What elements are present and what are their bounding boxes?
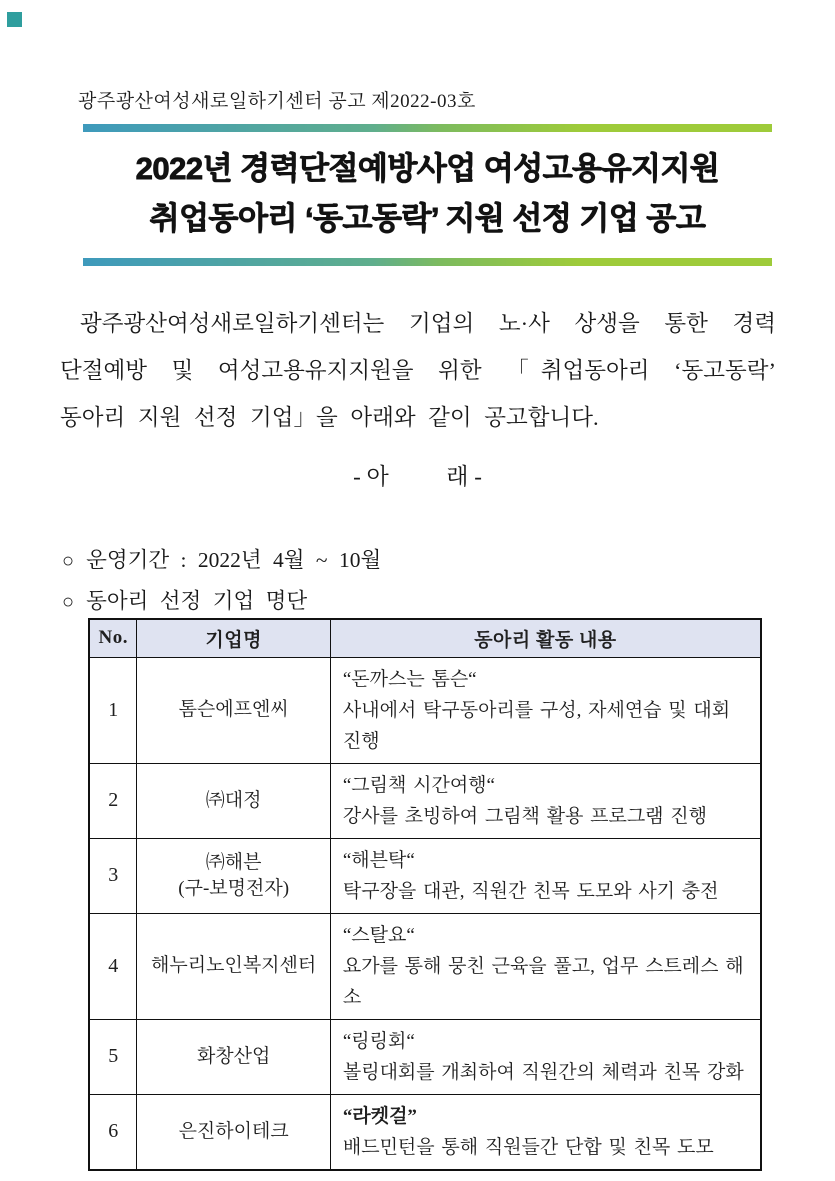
column-header-no: No. <box>89 619 137 657</box>
row-number: 5 <box>89 1019 137 1094</box>
company-name <box>137 913 330 1019</box>
doc-number: 광주광산여성새로일하기센터 공고 제2022-03호 <box>78 91 476 112</box>
company-name-text: 은진하이테크 <box>178 1120 289 1142</box>
company-name <box>137 838 330 913</box>
row-number: 3 <box>89 838 137 913</box>
corner-mark-icon <box>7 12 22 27</box>
company-name-text: 해누리노인복지센터 <box>151 955 317 976</box>
intro-line-1: 광주광산여성새로일하기센터는 기업의 노·사 상생을 통한 경력 <box>80 311 776 336</box>
activity-cell <box>330 838 761 913</box>
company-name-subtext: (구-보명전자) <box>178 877 290 899</box>
bullet-text-companies: 동아리 선정 기업 명단 <box>86 589 308 613</box>
table-row <box>89 1019 761 1094</box>
activity-description: 배드민턴을 통해 직원들간 단합 및 친목 도모 <box>342 1136 714 1158</box>
intro-line-2: 단절예방 및 여성고용유지지원을 위한 「취업동아리 ‘동고동락’ <box>60 358 776 383</box>
activity-cell <box>330 913 761 1019</box>
row-number: 4 <box>89 913 137 1019</box>
bullet-list <box>62 540 762 622</box>
list-item-companies <box>62 581 762 622</box>
row-number: 2 <box>89 763 137 838</box>
club-title: “라켓걸” <box>342 1105 417 1127</box>
company-name <box>137 657 330 763</box>
company-name-text: ㈜해븐 <box>205 851 262 873</box>
list-item-period <box>62 540 762 581</box>
arae-separator: - 아 래 - <box>353 464 482 489</box>
activity-description: 탁구장을 대관, 직원간 친목 도모와 사기 충전 <box>342 880 719 902</box>
banner-title-line1: 2022년 경력단절예방사업 여성고용유지지원 <box>135 151 720 186</box>
club-title: “해븐탁“ <box>342 849 415 871</box>
activity-cell <box>330 657 761 763</box>
activity-description: 요가를 통해 뭉친 근육을 풀고, 업무 스트레스 해소 <box>342 955 744 1008</box>
gradient-bar-bottom <box>83 258 772 266</box>
company-name <box>137 1019 330 1094</box>
column-header-activity: 동아리 활동 내용 <box>330 619 761 657</box>
table-row <box>89 657 761 763</box>
activity-cell <box>330 1019 761 1094</box>
club-title: “링링회“ <box>342 1030 415 1052</box>
circle-bullet-icon: ○ <box>62 591 75 613</box>
table-row <box>89 1094 761 1170</box>
company-name-text: 화창산업 <box>196 1045 271 1067</box>
company-name <box>137 1094 330 1170</box>
club-title: “스탈요“ <box>342 924 415 946</box>
activity-cell <box>330 763 761 838</box>
company-name-text: 톰슨에프엔씨 <box>178 699 289 720</box>
table-row <box>89 913 761 1019</box>
gradient-bar-top <box>83 124 772 132</box>
club-title: “돈까스는 톰슨“ <box>342 668 477 690</box>
table-row <box>89 763 761 838</box>
table-row <box>89 838 761 913</box>
circle-bullet-icon: ○ <box>62 550 75 572</box>
intro-line-3: 동아리 지원 선정 기업」을 아래와 같이 공고합니다. <box>60 405 599 430</box>
company-name <box>137 763 330 838</box>
activity-cell <box>330 1094 761 1170</box>
row-number: 6 <box>89 1094 137 1170</box>
activity-description: 사내에서 탁구동아리를 구성, 자세연습 및 대회 진행 <box>342 699 731 752</box>
banner-titles <box>83 132 772 258</box>
table-header-row <box>89 619 761 657</box>
column-header-company: 기업명 <box>137 619 330 657</box>
activity-description: 강사를 초빙하여 그림책 활용 프로그램 진행 <box>342 805 707 827</box>
company-table <box>88 618 762 1171</box>
title-banner <box>83 124 772 266</box>
activity-description: 볼링대회를 개최하여 직원간의 체력과 친목 강화 <box>342 1061 744 1083</box>
company-name-text: ㈜대정 <box>205 789 262 811</box>
banner-title-line2: 취업동아리 ‘동고동락’ 지원 선정 기업 공고 <box>149 201 706 236</box>
row-number: 1 <box>89 657 137 763</box>
intro-paragraph <box>60 300 776 441</box>
club-title: “그림책 시간여행“ <box>342 774 495 796</box>
bullet-text-period: 운영기간 : 2022년 4월 ~ 10월 <box>86 548 382 572</box>
